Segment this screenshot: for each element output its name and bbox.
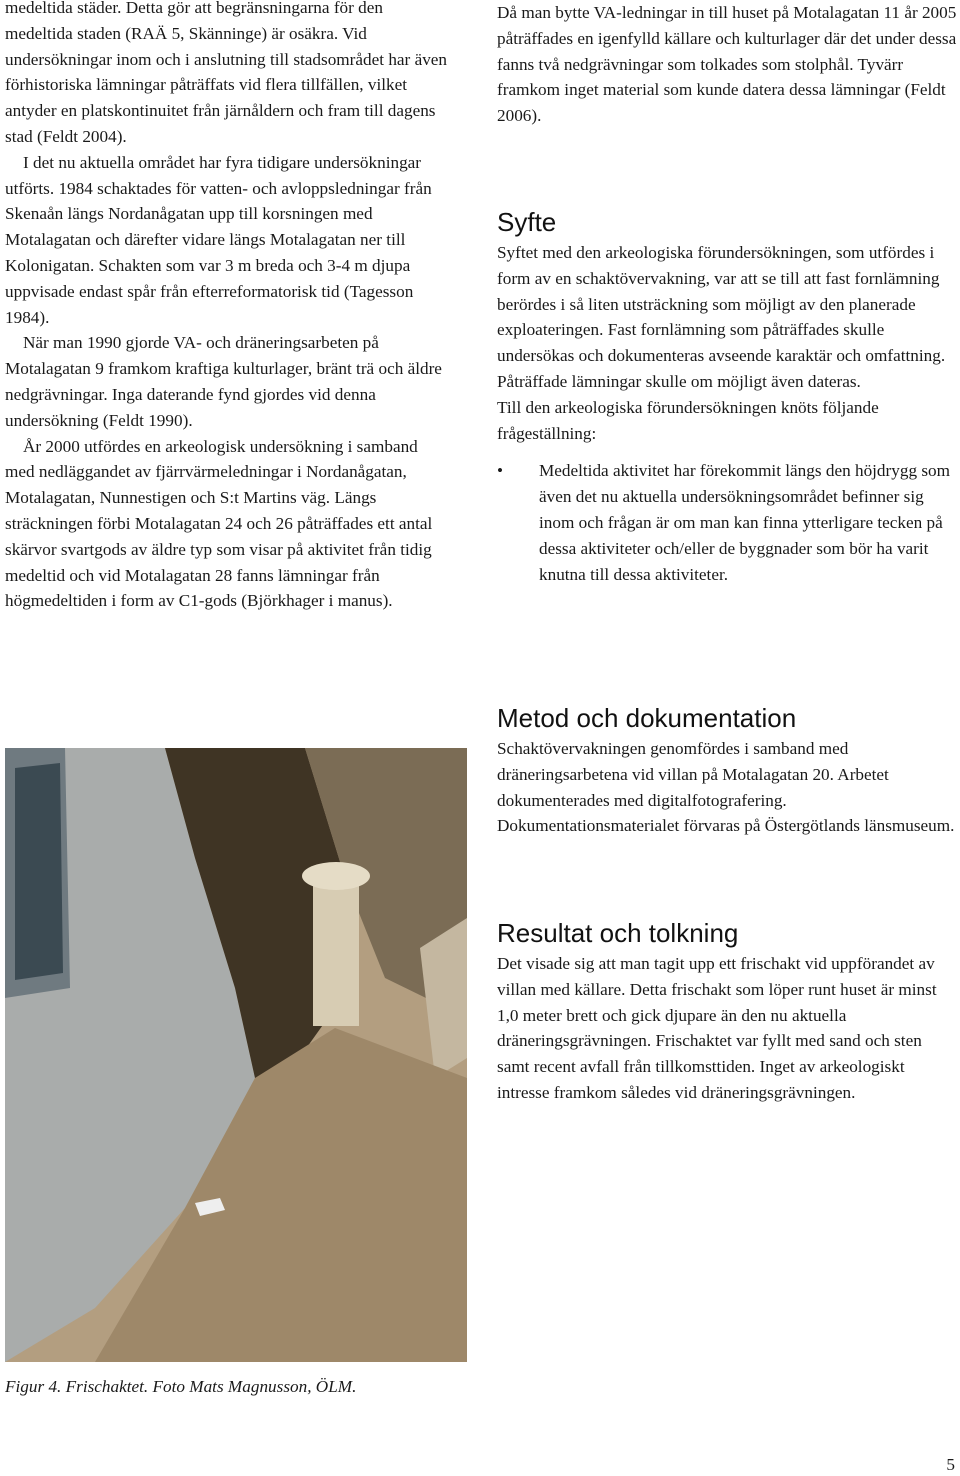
- syfte-paragraph-2: Till den arkeologiska förundersökningen knöts följande frågeställning:: [497, 397, 879, 443]
- list-item: [497, 458, 957, 587]
- page-number: 5: [946, 1455, 955, 1474]
- metod-paragraph: Schaktövervakningen genomfördes i samband med dräneringsarbetena vid villan på Motalagatan 20. Arbetet dokumenterades med digitalfotografering. Dokumentationsmaterialet förvaras på Östergötlands länsmuseum.: [497, 739, 955, 836]
- section-syfte: [497, 207, 957, 587]
- question-list: [497, 458, 957, 587]
- drain-pipe-lid: [302, 862, 370, 890]
- section-metod: [497, 703, 957, 839]
- syfte-paragraph-1: Syftet med den arkeologiska förundersökningen, som utfördes i form av en schaktövervakning, var att se till att fast fornlämning berördes i så liten utsträckning som möjligt av den planerade exploateringen. Fast fornlämning som påträffades skulle undersökas och dokumenteras avseende karaktär och omfattning. Påträffade lämningar skulle om möjligt även dateras.: [497, 243, 946, 391]
- bullet-icon: •: [497, 461, 504, 481]
- drain-pipe-body: [313, 876, 359, 1026]
- section-resultat: [497, 918, 957, 1106]
- right-intro-paragraph: Då man bytte VA-ledningar in till huset på Motalagatan 11 år 2005 påträffades en igenfylld källare och kulturlager där det under dessa fanns två nedgrävningar som tolkades som stolphål. Tyvärr framkom inget material som kunde datera dessa lämningar (Feldt 2006).: [497, 3, 957, 126]
- trench-photo-illustration: [5, 748, 467, 1362]
- section-heading-metod: Metod och dokumentation: [497, 703, 797, 733]
- left-paragraph-2: I det nu aktuella området har fyra tidigare undersökningar utförts. 1984 schaktades för vatten- och avloppsledningar från Skenaån längs Nordanågatan upp till korsningen med Motalagatan och därefter vidare längs Motalagatan ner till Kolonigatan. Schakten som var 3 m breda och 3-4 m djupa uppvisade endast spår från efterreformatorisk tid (Tagesson 1984).: [5, 152, 432, 327]
- trench-photo: [5, 748, 467, 1362]
- resultat-paragraph: Det visade sig att man tagit upp ett frischakt vid uppförandet av villan med källare. Detta frischakt som löper runt huset är minst 1,0 meter brett och gick djupare än den nu aktuella dräneringsgrävningen. Frischaktet var fyllt med sand och sten samt recent avfall från tillkomsttiden. Inget av arkeologiskt intresse framkom således vid dräneringsgrävningen.: [497, 954, 937, 1102]
- left-paragraph-1: medeltida städer. Detta gör att begränsningarna för den medeltida staden (RAÄ 5, Skänninge) är osäkra. Vid undersökningar inom och i anslutning till stadsområdet har även förhistoriska lämningar påträffats vid flera tillfällen, vilket antyder en platskontinuitet från järnåldern och fram till dagens stad (Feldt 2004).: [5, 0, 448, 146]
- section-heading-syfte: Syfte: [497, 207, 557, 237]
- left-paragraph-4: År 2000 utfördes en arkeologisk undersökning i samband med nedläggandet av fjärrvärmeledningar i Nordanågatan, Motalagatan, Nunnestigen och S:t Martins väg. Längs sträckningen förbi Motalagatan 24 och 26 påträffades ett antal skärvor svartgods av äldre typ som visar på aktivitet från tidig medeltid och vid Motalagatan 28 fanns lämningar från högmedeltiden i form av C1-gods (Björkhager i manus).: [5, 436, 433, 611]
- section-heading-resultat: Resultat och tolkning: [497, 918, 739, 948]
- list-item-text: Medeltida aktivitet har förekommit längs den höjdrygg som även det nu aktuella undersökningsområdet befinner sig inom och frågan är om man kan finna ytterligare tecken på dessa aktiviteter och/eller de byggnader som bör ha varit knutna till dessa aktiviteter.: [539, 461, 950, 584]
- left-paragraph-3: När man 1990 gjorde VA- och dräneringsarbeten på Motalagatan 9 framkom kraftiga kulturlager, bränt trä och äldre nedgrävningar. Inga daterande fynd gjordes vid denna undersökning (Feldt 1990).: [5, 333, 442, 430]
- figure-caption: Figur 4. Frischaktet. Foto Mats Magnusson, ÖLM.: [5, 1377, 357, 1396]
- window-glass: [15, 763, 63, 980]
- left-column: [5, 0, 449, 614]
- right-column-intro: [497, 0, 957, 129]
